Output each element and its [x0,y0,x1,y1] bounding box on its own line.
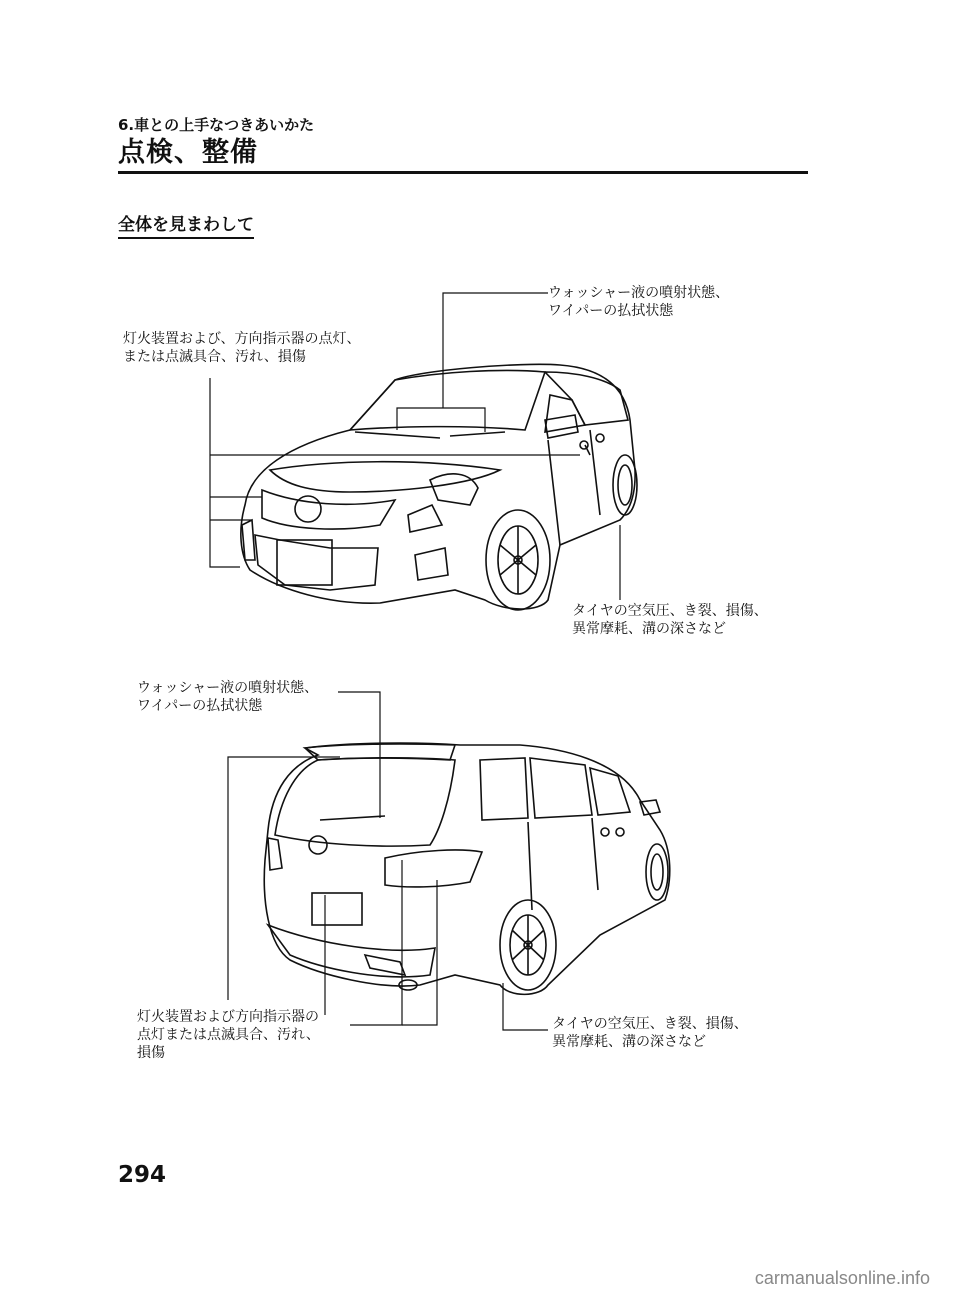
rear-tire-callout: タイヤの空気圧、き裂、損傷、 異常摩耗、溝の深さなど [552,1016,748,1050]
front-tire-callout: タイヤの空気圧、き裂、損傷、 異常摩耗、溝の深さなど [572,603,768,637]
front-car-illustration [241,364,637,610]
watermark: carmanualsonline.info [754,1268,930,1288]
rear-lights-callout: 灯火装置および方向指示器の 点灯または点滅具合、汚れ、 損傷 [137,1009,320,1061]
page-title: 点検、整備 [118,137,258,168]
front-lights-callout: 灯火装置および、方向指示器の点灯、 または点滅具合、汚れ、損傷 [123,331,361,365]
chapter-heading: 6.車との上手なつきあいかた [118,116,315,134]
page-number: 294 [118,1162,167,1188]
rear-washer-wiper-callout: ウォッシャー液の噴射状態、 ワイパーの払拭状態 [137,680,319,714]
front-washer-wiper-callout: ウォッシャー液の噴射状態、 ワイパーの払拭状態 [548,285,730,319]
section-title: 全体を見まわして [118,210,254,239]
